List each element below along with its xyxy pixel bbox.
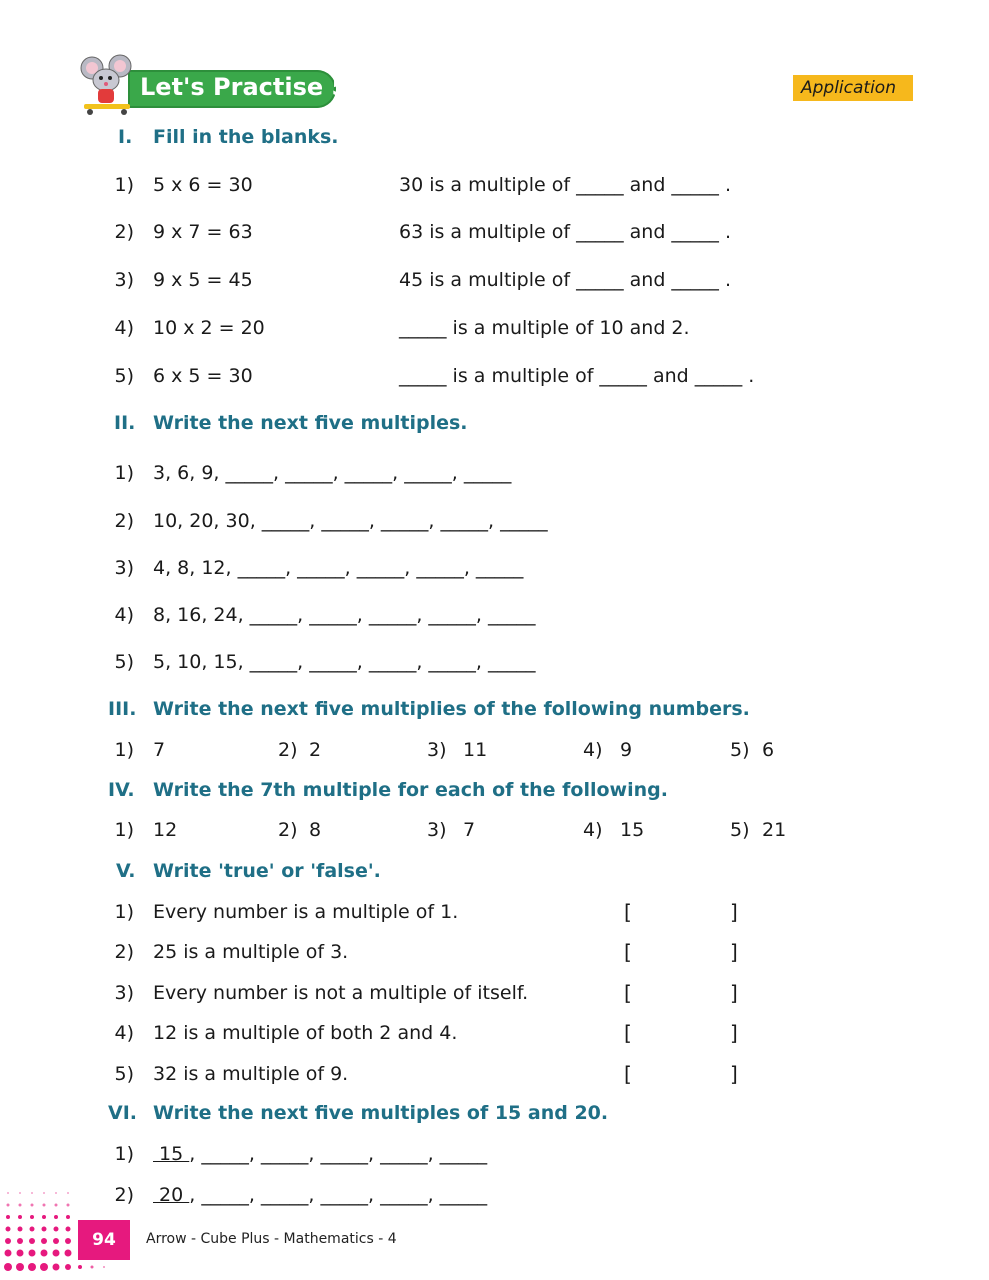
s5-item-3-text: Every number is not a multiple of itself. xyxy=(153,982,529,1004)
s5-item-1-text: Every number is a multiple of 1. xyxy=(153,901,459,923)
s6-item-1-number: 1) xyxy=(114,1143,134,1165)
s1-item-1-statement: 30 is a multiple of _____ and _____ . xyxy=(399,174,731,196)
s4-item-3-value: 7 xyxy=(463,819,476,841)
book-title-footer: Arrow - Cube Plus - Mathematics - 4 xyxy=(146,1231,397,1247)
s3-item-4-value: 9 xyxy=(620,739,633,761)
s5-item-4-close-bracket: ] xyxy=(730,1021,738,1045)
section-2-roman: II. xyxy=(114,412,136,434)
s3-item-2-number: 2) xyxy=(278,739,298,761)
section-5-roman: V. xyxy=(116,860,136,882)
section-5-title: Write 'true' or 'false'. xyxy=(153,860,381,882)
s2-item-2-number: 2) xyxy=(114,510,134,532)
s1-item-3-equation: 9 x 5 = 45 xyxy=(153,269,253,291)
s5-item-3-close-bracket: ] xyxy=(730,981,738,1005)
s5-item-5-close-bracket: ] xyxy=(730,1062,738,1086)
s1-item-5-number: 5) xyxy=(114,365,134,387)
s4-item-1-value: 12 xyxy=(153,819,178,841)
section-6-title: Write the next five multiples of 15 and 20. xyxy=(153,1102,609,1124)
s5-item-2-open-bracket: [ xyxy=(624,940,632,964)
s5-item-2-text: 25 is a multiple of 3. xyxy=(153,941,349,963)
s3-item-5-value: 6 xyxy=(762,739,775,761)
page-title: Let's Practise 5.1 xyxy=(140,73,375,101)
s1-item-3-statement: 45 is a multiple of _____ and _____ . xyxy=(399,269,731,291)
s5-item-5-text: 32 is a multiple of 9. xyxy=(153,1063,349,1085)
s6-item-2-number: 2) xyxy=(114,1184,134,1206)
s2-item-2-text: 10, 20, 30, _____, _____, _____, _____, _____ xyxy=(153,510,548,532)
s2-item-3-text: 4, 8, 12, _____, _____, _____, _____, _____ xyxy=(153,557,524,579)
s6-item-2-first-value: 20 xyxy=(153,1184,190,1206)
s5-item-5-open-bracket: [ xyxy=(624,1062,632,1086)
s5-item-1-number: 1) xyxy=(114,901,134,923)
s5-item-5-number: 5) xyxy=(114,1063,134,1085)
s5-item-1-open-bracket: [ xyxy=(624,900,632,924)
s2-item-5-number: 5) xyxy=(114,651,134,673)
s1-item-4-number: 4) xyxy=(114,317,134,339)
s6-item-1-sequence xyxy=(153,1143,487,1165)
section-4-title: Write the 7th multiple for each of the following. xyxy=(153,779,668,801)
s6-item-2-sequence xyxy=(153,1184,487,1206)
s5-item-2-number: 2) xyxy=(114,941,134,963)
s3-item-2-value: 2 xyxy=(309,739,322,761)
s2-item-1-number: 1) xyxy=(114,462,134,484)
s1-item-5-equation: 6 x 5 = 30 xyxy=(153,365,253,387)
s2-item-4-text: 8, 16, 24, _____, _____, _____, _____, _____ xyxy=(153,604,536,626)
s1-item-4-equation: 10 x 2 = 20 xyxy=(153,317,265,339)
page-number: 94 xyxy=(78,1220,130,1260)
s4-item-4-number: 4) xyxy=(583,819,603,841)
s6-item-1-first-value: 15 xyxy=(153,1143,190,1165)
s3-item-3-number: 3) xyxy=(427,739,447,761)
s3-item-5-number: 5) xyxy=(730,739,750,761)
s5-item-4-open-bracket: [ xyxy=(624,1021,632,1045)
section-4-roman: IV. xyxy=(108,779,135,801)
s1-item-1-equation: 5 x 6 = 30 xyxy=(153,174,253,196)
section-1-title: Fill in the blanks. xyxy=(153,126,339,148)
s1-item-2-equation: 9 x 7 = 63 xyxy=(153,221,253,243)
s2-item-5-text: 5, 10, 15, _____, _____, _____, _____, _____ xyxy=(153,651,536,673)
s4-item-1-number: 1) xyxy=(114,819,134,841)
section-6-roman: VI. xyxy=(108,1102,137,1124)
s5-item-4-text: 12 is a multiple of both 2 and 4. xyxy=(153,1022,458,1044)
s3-item-1-number: 1) xyxy=(114,739,134,761)
s3-item-3-value: 11 xyxy=(463,739,488,761)
mouse-mascot-icon xyxy=(74,54,144,116)
section-2-title: Write the next five multiples. xyxy=(153,412,468,434)
s4-item-4-value: 15 xyxy=(620,819,645,841)
s4-item-2-number: 2) xyxy=(278,819,298,841)
s3-item-4-number: 4) xyxy=(583,739,603,761)
s1-item-2-statement: 63 is a multiple of _____ and _____ . xyxy=(399,221,731,243)
s4-item-2-value: 8 xyxy=(309,819,322,841)
s2-item-4-number: 4) xyxy=(114,604,134,626)
s2-item-3-number: 3) xyxy=(114,557,134,579)
s1-item-4-statement: _____ is a multiple of 10 and 2. xyxy=(399,317,690,339)
s5-item-2-close-bracket: ] xyxy=(730,940,738,964)
s5-item-3-number: 3) xyxy=(114,982,134,1004)
s5-item-1-close-bracket: ] xyxy=(730,900,738,924)
s5-item-4-number: 4) xyxy=(114,1022,134,1044)
section-3-roman: III. xyxy=(108,698,137,720)
s6-item-1-blanks: , _____, _____, _____, _____, _____ xyxy=(189,1143,488,1165)
s1-item-2-number: 2) xyxy=(114,221,134,243)
s4-item-5-value: 21 xyxy=(762,819,787,841)
s5-item-3-open-bracket: [ xyxy=(624,981,632,1005)
s4-item-5-number: 5) xyxy=(730,819,750,841)
s4-item-3-number: 3) xyxy=(427,819,447,841)
section-3-title: Write the next five multiplies of the following numbers. xyxy=(153,698,750,720)
s2-item-1-text: 3, 6, 9, _____, _____, _____, _____, _____ xyxy=(153,462,512,484)
application-tag: Application xyxy=(793,75,913,101)
s1-item-3-number: 3) xyxy=(114,269,134,291)
s1-item-5-statement: _____ is a multiple of _____ and _____ . xyxy=(399,365,755,387)
section-1-roman: I. xyxy=(118,126,133,148)
s6-item-2-blanks: , _____, _____, _____, _____, _____ xyxy=(189,1184,488,1206)
s1-item-1-number: 1) xyxy=(114,174,134,196)
s3-item-1-value: 7 xyxy=(153,739,166,761)
